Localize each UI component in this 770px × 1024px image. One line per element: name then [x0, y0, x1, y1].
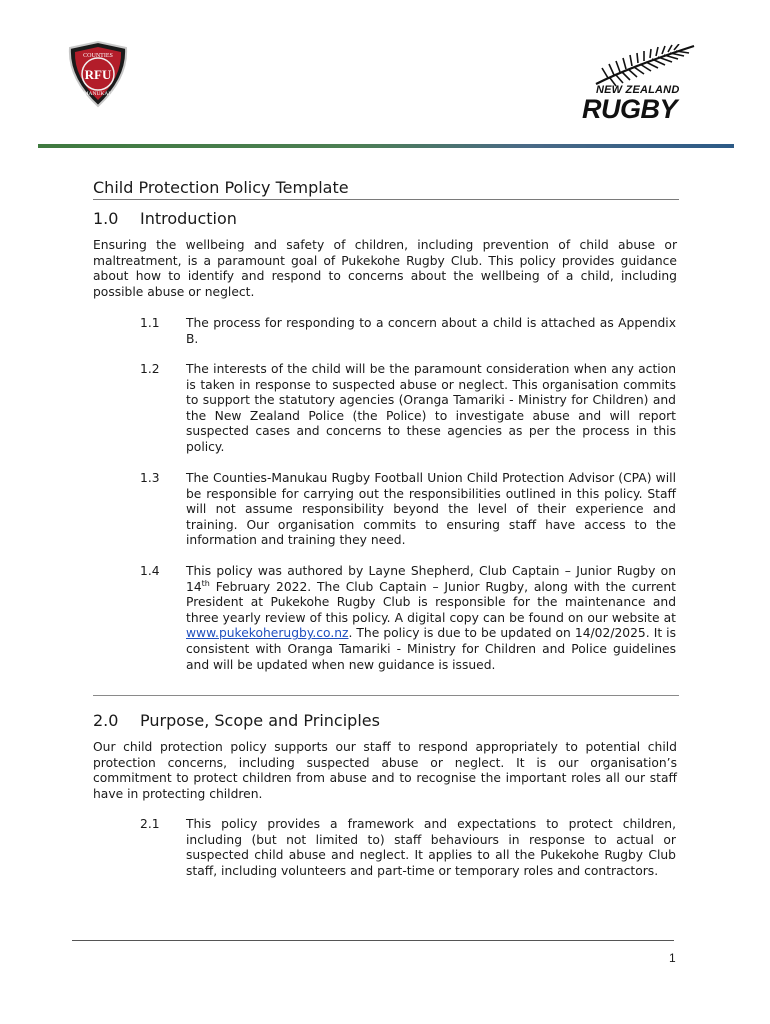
crest-center-text: RFU [84, 67, 112, 82]
item-1-2-number: 1.2 [140, 362, 160, 376]
header-rule [38, 144, 734, 148]
section-1-intro: Ensuring the wellbeing and safety of children, including prevention of child abuse or maltreatment, is a paramount goal of Pukekohe Rugby Club. This policy provides guidance about how to identify and respond to concerns about the wellbeing of a child, including possible abuse or neglect. [93, 238, 677, 299]
section-2-title: Purpose, Scope and Principles [140, 711, 380, 730]
page-number: 1 [669, 951, 676, 965]
section-2-intro: Our child protection policy supports our staff to respond appropriately to potential child protection concerns, including suspected abuse or neglect. It is our organisation’s commitment to protect children from abuse and to recognise the important roles all our staff have in protecting children. [93, 740, 677, 801]
item-1-1-text: The process for responding to a concern about a child is attached as Appendix B. [186, 316, 676, 346]
section-1-number: 1.0 [93, 209, 119, 228]
section-1-title: Introduction [140, 209, 237, 228]
item-1-3-text: The Counties-Manukau Rugby Football Union Child Protection Advisor (CPA) will be responsible for carrying out the responsibilities outlined in this policy. Staff will not assume responsibility beyond the level of their experience and training. Our organisation commits to ensuring staff have access to the information and training they need. [186, 471, 676, 548]
item-2-1-number: 2.1 [140, 817, 160, 831]
nz-rugby-logo-line2: RUGBY [582, 94, 678, 124]
nz-rugby-logo-line1: NEW ZEALAND [596, 84, 680, 96]
crest-top-text: COUNTIES [83, 53, 113, 59]
item-1-4-text [186, 564, 676, 673]
section-2-heading [93, 711, 380, 730]
nz-rugby-logo [582, 44, 702, 122]
section-1-heading [93, 209, 237, 228]
document-title: Child Protection Policy Template [93, 178, 679, 200]
item-1-3-number: 1.3 [140, 471, 160, 485]
item-1-4-text-part3: . The policy is due to be updated on 14/02/2025. It is consistent with Oranga Tamariki - Ministry for Children and Police guidelines and will be updated when new guidance is issued. [186, 626, 676, 672]
item-2-1-text: This policy provides a framework and expectations to protect children, including (but not limited to) staff behaviours in response to actual or suspected child abuse and neglect. It applies to all the Pukekohe Rugby Club staff, including volunteers and part-time or temporary roles and contractors. [186, 817, 676, 878]
website-link[interactable]: www.pukekoherugby.co.nz [186, 626, 349, 641]
item-1-2-text: The interests of the child will be the paramount consideration when any action is taken in response to suspected abuse or neglect. This organisation commits to support the statutory agencies (Oranga Tamariki - Ministry for Children) and the New Zealand Police (the Police) to investigate abuse and will report suspected cases and concerns to these agencies as per the process in this policy. [186, 362, 676, 454]
section-2-number: 2.0 [93, 711, 119, 730]
footer-rule [72, 940, 674, 941]
club-crest-logo [64, 40, 132, 108]
section-divider [93, 695, 679, 696]
item-1-4-text-part1: This policy was authored by Layne Shepherd, Club Captain – Junior Rugby on 14 [186, 564, 676, 594]
item-1-4-number: 1.4 [140, 564, 160, 578]
item-1-4-text-part2: February 2022. The Club Captain – Junior Rugby, along with the current President at Pukekohe Rugby Club is responsible for the maintenance and three yearly review of this policy. A digital copy can be found on our website at [186, 579, 676, 625]
item-1-4-superscript: th [201, 578, 210, 588]
crest-bottom-text: MANUKAU [83, 91, 113, 97]
item-1-1-number: 1.1 [140, 316, 160, 330]
silver-fern-icon [582, 44, 702, 88]
